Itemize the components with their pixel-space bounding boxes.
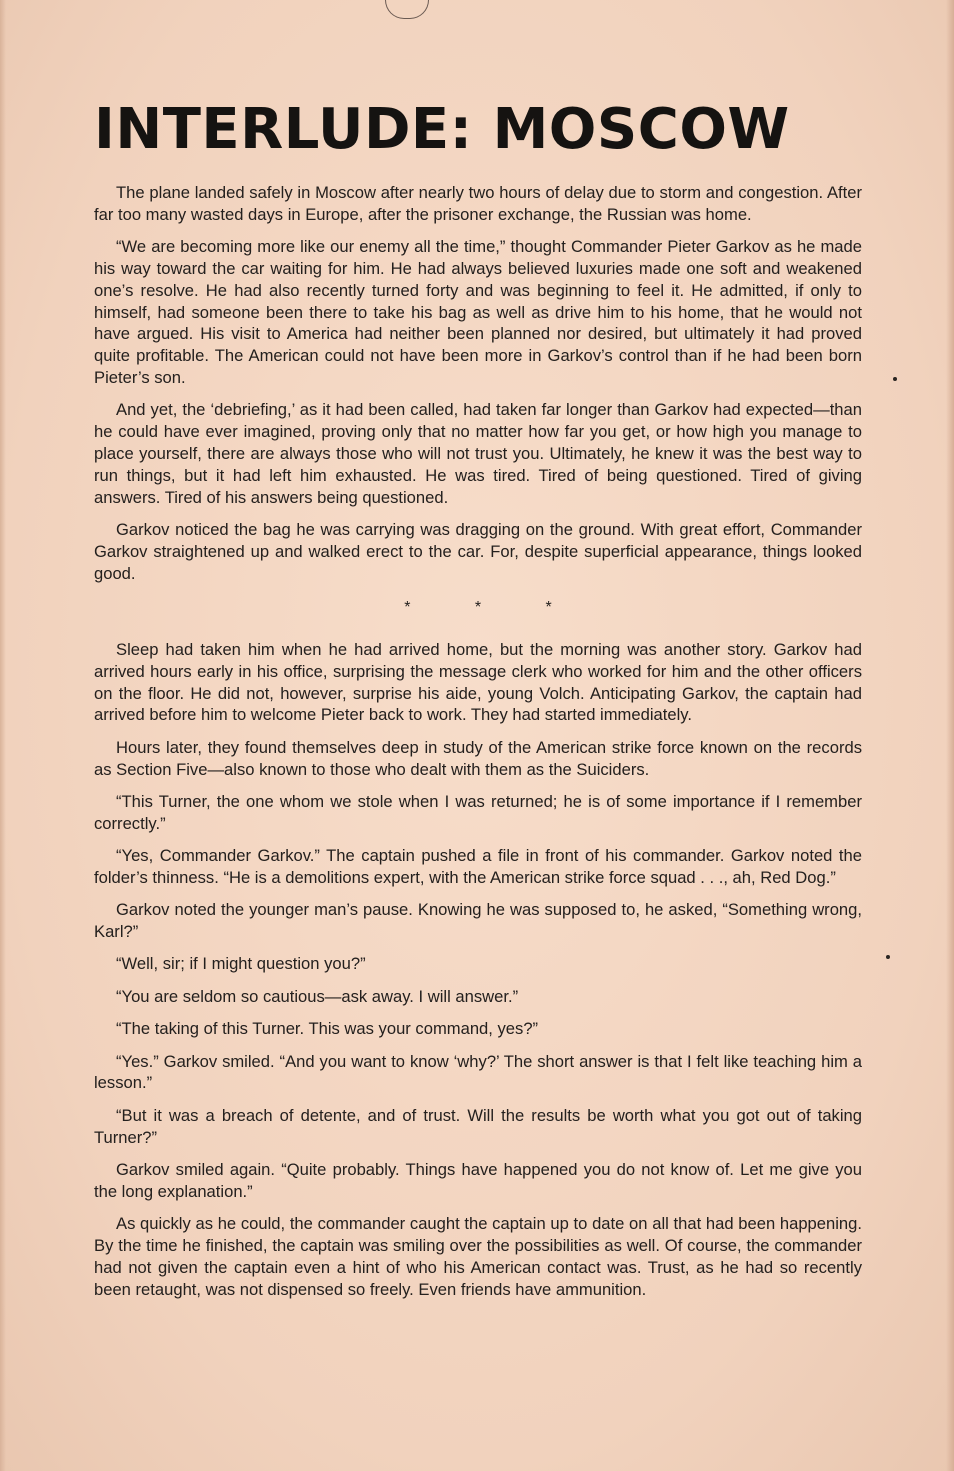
paragraph: “Well, sir; if I might question you?” xyxy=(116,954,366,974)
paragraph: “Yes.” Garkov smiled. “And you want to know ‘why?’ The short answer is that I felt like teaching him a lesson.” xyxy=(94,1051,862,1093)
paragraph: Hours later, they found themselves deep in study of the American strike force known on the records as Section Five—also known to those who dealt with them as the Suiciders. xyxy=(94,737,862,779)
chapter-title: INTERLUDE: MOSCOW xyxy=(94,97,790,162)
page-right-edge xyxy=(946,0,954,1471)
print-speck xyxy=(886,955,890,959)
print-speck xyxy=(893,377,897,381)
paragraph: Garkov noticed the bag he was carrying was dragging on the ground. With great effort, Commander Garkov straightened up and walked erect to the car. For, despite superficial appearance, things looked good. xyxy=(94,519,862,583)
paragraph: And yet, the ‘debriefing,’ as it had been called, had taken far longer than Garkov had expected—than he could have ever imagined, proving only that no matter how far you get, or how high you manage to place yourself, there are always those who will not trust you. Ultimately, he knew it was the best way to run things, but it had left him exhausted. He was tired. Tired of being questioned. Tired of giving answers. Tired of his answers being questioned. xyxy=(94,400,862,507)
page-left-edge xyxy=(0,0,6,1471)
paragraph: “But it was a breach of detente, and of trust. Will the results be worth what you got out of taking Turner?” xyxy=(94,1105,862,1147)
scene-break: * * * xyxy=(404,598,582,616)
paragraph: “The taking of this Turner. This was your command, yes?” xyxy=(116,1019,539,1039)
paragraph: “We are becoming more like our enemy all the time,” thought Commander Pieter Garkov as he made his way toward the car waiting for him. He had always believed luxuries made one soft and weakened one’s resolve. He had also recently turned forty and was beginning to feel it. He admitted, if only to himself, had someone been there to take his bag as well as drive him to his home, that he would not have argued. His visit to America had neither been planned nor desired, but ultimately it had proved quite profitable. The American could not have been more in Garkov’s control than if he had been born Pieter’s son. xyxy=(94,237,862,387)
paragraph: “This Turner, the one whom we stole when I was returned; he is of some importance if I remember correctly.” xyxy=(94,791,862,833)
paragraph: “Yes, Commander Garkov.” The captain pushed a file in front of his commander. Garkov noted the folder’s thinness. “He is a demolitions expert, with the American strike force squad . . ., ah, Red Dog.” xyxy=(94,846,862,887)
paragraph: Garkov noted the younger man’s pause. Knowing he was supposed to, he asked, “Something wrong, Karl?” xyxy=(94,900,862,942)
paragraph: Garkov smiled again. “Quite probably. Things have happened you do not know of. Let me give you the long explanation.” xyxy=(94,1160,862,1201)
paragraph: The plane landed safely in Moscow after nearly two hours of delay due to storm and congestion. After far too many wasted days in Europe, after the prisoner exchange, the Russian was home. xyxy=(94,183,862,224)
binding-mark xyxy=(385,0,429,19)
paragraph: Sleep had taken him when he had arrived home, but the morning was another story. Garkov had arrived hours early in his office, surprising the message clerk who worked for him and the other officers on the floor. He did not, however, surprise his aide, young Volch. Anticipating Garkov, the captain had arrived before him to welcome Pieter back to work. They had started immediately. xyxy=(94,639,862,725)
paragraph: “You are seldom so cautious—ask away. I will answer.” xyxy=(116,986,519,1006)
paragraph: As quickly as he could, the commander caught the captain up to date on all that had been happening. By the time he finished, the captain was smiling over the possibilities as well. Of course, the commander had not given the captain even a hint of who his American contact was. Trust, as he had so recently been retaught, was not dispensed so freely. Even friends have ammunition. xyxy=(94,1214,862,1299)
chapter-body xyxy=(94,182,862,1311)
